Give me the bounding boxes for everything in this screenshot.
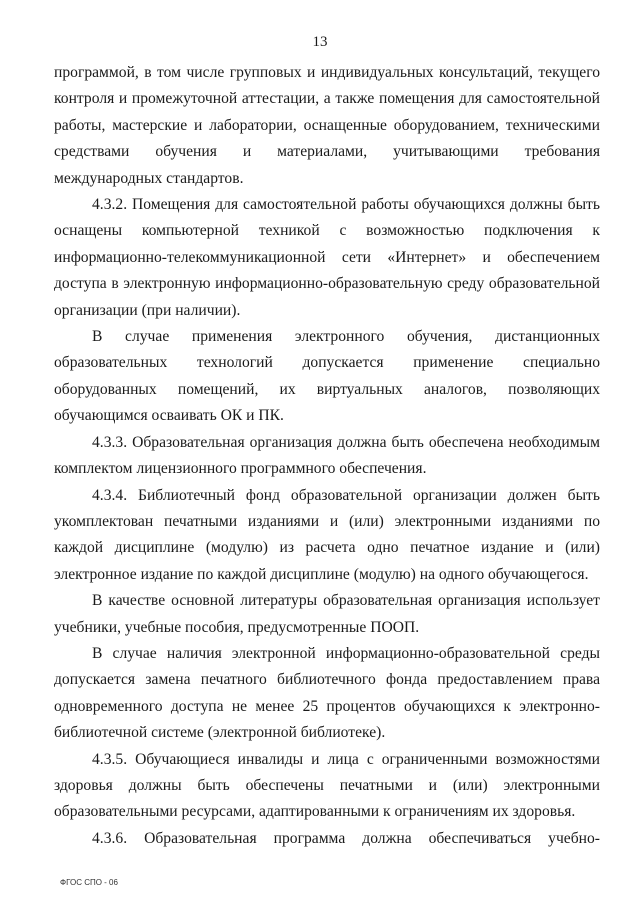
paragraph: программой, в том числе групповых и индивидуальных консультаций, текущего контроля и промежуточной аттестации, а также помещения для самостоятельной работы, мастерские и лаборатории, оснащенные оборудованием, техническими средствами обучения и материалами, учитывающими требования международных стандартов.	[54, 64, 600, 187]
paragraph: 4.3.5. Обучающиеся инвалиды и лица с ограниченными возможностями здоровья должны быть обеспечены печатными и (или) электронными образовательными ресурсами, адаптированными к ограничениям их здоровья.	[54, 750, 600, 821]
paragraph: 4.3.2. Помещения для самостоятельной работы обучающихся должны быть оснащены компьютерной техникой с возможностью подключения к информационно-телекоммуникационной сети «Интернет» и обеспечением доступа в электронную информационно-образовательную среду образовательной организации (при наличии).	[54, 196, 600, 319]
document-body	[54, 60, 600, 852]
page-number: 13	[312, 34, 328, 50]
paragraph: В качестве основной литературы образовательная организация использует учебники, учебные пособия, предусмотренные ПООП.	[54, 592, 600, 636]
paragraph: 4.3.6. Образовательная программа должна обеспечиваться учебно-	[92, 829, 600, 847]
footer-code: ФГОС СПО - 06	[60, 878, 118, 887]
paragraph: 4.3.3. Образовательная организация должна быть обеспечена необходимым комплектом лицензионного программного обеспечения.	[54, 433, 600, 478]
paragraph: 4.3.4. Библиотечный фонд образовательной организации должен быть укомплектован печатными изданиями и (или) электронными изданиями по каждой дисциплине (модулю) из расчета одно печатное издание и (или) электронное издание по каждой дисциплине (модулю) на одного обучающегося.	[54, 486, 600, 583]
paragraph: В случае применения электронного обучения, дистанционных образовательных технологий допускается применение специально оборудованных помещений, их виртуальных аналогов, позволяющих обучающимся осваивать ОК и ПК.	[54, 328, 600, 425]
paragraph: В случае наличия электронной информационно-образовательной среды допускается замена печатного библиотечного фонда предоставлением права одновременного доступа не менее 25 процентов обучающихся к электронно-библиотечной системе (электронной библиотеке).	[54, 644, 600, 742]
